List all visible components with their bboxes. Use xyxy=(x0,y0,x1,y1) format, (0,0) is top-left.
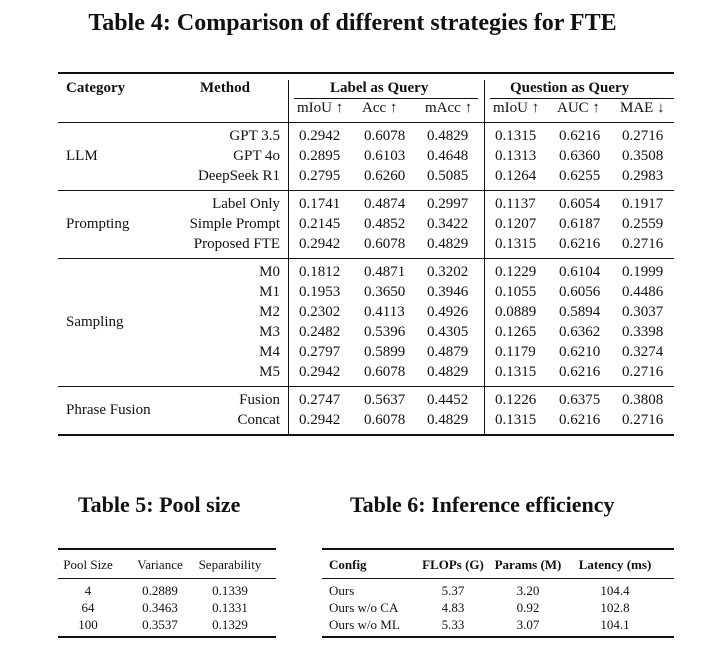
table4-value: 0.2942 xyxy=(299,236,341,252)
table4-value: 0.6103 xyxy=(364,148,406,164)
table4-value: 0.3274 xyxy=(622,344,664,360)
table5-bottom-rule xyxy=(58,636,276,638)
table4-value: 0.6054 xyxy=(559,196,601,212)
table4-header-col-1: Acc ↑ xyxy=(362,100,398,116)
table4-value: 0.4305 xyxy=(427,324,469,340)
table6-cell: 3.20 xyxy=(516,583,540,598)
table4-value: 0.4829 xyxy=(427,236,469,252)
table4-value: 0.5894 xyxy=(559,304,601,320)
table4-header-method: Method xyxy=(200,80,250,96)
table6-header-0: Config xyxy=(329,557,367,572)
table4-value: 0.3398 xyxy=(622,324,664,340)
table5-title: Table 5: Pool size xyxy=(78,492,241,517)
table4-value: 0.1315 xyxy=(495,128,537,144)
table4-method: Fusion xyxy=(239,392,280,408)
table4-value: 0.6216 xyxy=(559,128,601,144)
table4-value: 0.6360 xyxy=(559,148,601,164)
table6-cell: Ours w/o CA xyxy=(329,600,399,615)
table6-cell: 5.33 xyxy=(441,617,465,632)
table4-value: 0.5899 xyxy=(364,344,406,360)
table5-cell: 0.1329 xyxy=(212,617,248,632)
table4-group-separator xyxy=(58,190,674,191)
table5-cell: 4 xyxy=(84,583,92,598)
table4-value: 0.2795 xyxy=(299,168,341,184)
table4-method: Proposed FTE xyxy=(193,236,280,252)
table4-value: 0.1315 xyxy=(495,364,537,380)
table6-cell: 0.92 xyxy=(516,600,540,615)
table4-header-col-2: mAcc ↑ xyxy=(425,100,473,116)
table4-category-1: Prompting xyxy=(66,216,130,232)
table4-value: 0.6104 xyxy=(559,264,601,280)
table6-bottom-rule xyxy=(322,636,674,638)
table4-value: 0.6216 xyxy=(559,412,601,428)
table4-method: GPT 4o xyxy=(233,148,280,164)
table4-header-col-4: AUC ↑ xyxy=(557,100,600,116)
table6-cell: Ours xyxy=(329,583,355,598)
table4-value: 0.1229 xyxy=(495,264,537,280)
table6-cell: 3.07 xyxy=(516,617,540,632)
table4-value: 0.4648 xyxy=(427,148,469,164)
table5-top-rule xyxy=(58,548,276,550)
table4-value: 0.1953 xyxy=(299,284,341,300)
table4 xyxy=(58,72,674,436)
table4-value: 0.3202 xyxy=(427,264,469,280)
table4-vline-1 xyxy=(288,80,289,434)
table4-value: 0.2983 xyxy=(622,168,664,184)
table4-method: M4 xyxy=(259,344,280,360)
table4-value: 0.6255 xyxy=(559,168,601,184)
table6-title: Table 6: Inference efficiency xyxy=(350,492,615,517)
table4-value: 0.5085 xyxy=(427,168,469,184)
table4-value: 0.6078 xyxy=(364,412,406,428)
table4-value: 0.2942 xyxy=(299,128,341,144)
table5-header-1: Variance xyxy=(137,557,183,572)
table5-cell: 0.1339 xyxy=(212,583,248,598)
table4-method: GPT 3.5 xyxy=(229,128,280,144)
table4-method: Concat xyxy=(237,412,280,428)
table4-method: DeepSeek R1 xyxy=(197,168,280,184)
table5-cell: 0.2889 xyxy=(142,583,178,598)
table4-method: M0 xyxy=(259,264,280,280)
table5 xyxy=(58,548,276,638)
table4-value: 0.6078 xyxy=(364,128,406,144)
table5-cell: 0.1331 xyxy=(212,600,248,615)
table4-value: 0.1315 xyxy=(495,236,537,252)
table5-header-0: Pool Size xyxy=(63,557,113,572)
table5-header-rule xyxy=(58,578,276,579)
table4-value: 0.4829 xyxy=(427,412,469,428)
table6-cell: Ours w/o ML xyxy=(329,617,400,632)
table4-method: Label Only xyxy=(212,196,280,212)
table4-value: 0.4452 xyxy=(427,392,469,408)
table4-header-group2: Question as Query xyxy=(510,80,630,96)
table6-cell: 102.8 xyxy=(600,600,630,615)
table4-value: 0.2716 xyxy=(622,128,664,144)
table4-value: 0.1265 xyxy=(495,324,537,340)
table4-value: 0.6056 xyxy=(559,284,601,300)
table5-cell: 64 xyxy=(81,600,95,615)
table6-header-2: Params (M) xyxy=(494,557,562,572)
table4-value: 0.4829 xyxy=(427,128,469,144)
table4-title: Table 4: Comparison of different strategies for FTE xyxy=(88,10,617,36)
table4-value: 0.1207 xyxy=(495,216,537,232)
table4-value: 0.4871 xyxy=(364,264,406,280)
table4-value: 0.2716 xyxy=(622,236,664,252)
table4-value: 0.6078 xyxy=(364,364,406,380)
table4-value: 0.2942 xyxy=(299,412,341,428)
table4-value: 0.4852 xyxy=(364,216,406,232)
table4-value: 0.6216 xyxy=(559,236,601,252)
table4-value: 0.6210 xyxy=(559,344,601,360)
table4-value: 0.2997 xyxy=(427,196,469,212)
table4-value: 0.3037 xyxy=(622,304,664,320)
table6-top-rule xyxy=(322,548,674,550)
table4-value: 0.1179 xyxy=(495,344,536,360)
table4-value: 0.2716 xyxy=(622,364,664,380)
table4-method: M1 xyxy=(259,284,280,300)
table4-value: 0.2747 xyxy=(299,392,341,408)
table4-value: 0.3650 xyxy=(364,284,406,300)
table4-value: 0.4879 xyxy=(427,344,469,360)
table4-value: 0.1315 xyxy=(495,412,537,428)
table6-header-3: Latency (ms) xyxy=(578,557,652,572)
table4-value: 0.1055 xyxy=(495,284,537,300)
table4-value: 0.2302 xyxy=(299,304,341,320)
table4-value: 0.1917 xyxy=(622,196,664,212)
table4-method: M3 xyxy=(259,324,280,340)
table5-cell: 0.3463 xyxy=(142,600,178,615)
table4-method: Simple Prompt xyxy=(189,216,280,232)
table4-value: 0.6078 xyxy=(364,236,406,252)
table4-value: 0.1313 xyxy=(495,148,537,164)
table4-vline-2 xyxy=(484,80,485,434)
table6-cell: 5.37 xyxy=(441,583,465,598)
table4-value: 0.2559 xyxy=(622,216,664,232)
table4-value: 0.4486 xyxy=(622,284,664,300)
table4-value: 0.6260 xyxy=(364,168,406,184)
table4-value: 0.1812 xyxy=(299,264,341,280)
table4-header-col-0: mIoU ↑ xyxy=(297,100,344,116)
table6-cell: 104.1 xyxy=(600,617,630,632)
table4-value: 0.2145 xyxy=(299,216,341,232)
table6-cell: 4.83 xyxy=(441,600,465,615)
table6-header-1: FLOPs (G) xyxy=(422,557,484,572)
table4-value: 0.0889 xyxy=(495,304,537,320)
table4-header-col-5: MAE ↓ xyxy=(620,100,665,116)
table4-value: 0.5396 xyxy=(364,324,406,340)
table4-value: 0.6375 xyxy=(559,392,601,408)
table4-value: 0.4829 xyxy=(427,364,469,380)
table4-group-separator xyxy=(58,386,674,387)
table4-bottom-rule xyxy=(58,434,674,436)
table4-top-rule xyxy=(58,72,674,74)
table4-value: 0.4874 xyxy=(364,196,406,212)
table5-header-2: Separability xyxy=(198,557,262,572)
table4-value: 0.3422 xyxy=(427,216,469,232)
table4-value: 0.4113 xyxy=(364,304,405,320)
table5-cell: 100 xyxy=(78,617,98,632)
table4-value: 0.3508 xyxy=(622,148,664,164)
table4-group-separator xyxy=(58,258,674,259)
table4-value: 0.1741 xyxy=(299,196,341,212)
table4-value: 0.3946 xyxy=(427,284,469,300)
table4-value: 0.2895 xyxy=(299,148,341,164)
table4-value: 0.2942 xyxy=(299,364,341,380)
table4-value: 0.6216 xyxy=(559,364,601,380)
table4-value: 0.1137 xyxy=(495,196,536,212)
table6-cell: 104.4 xyxy=(600,583,630,598)
table4-value: 0.1226 xyxy=(495,392,537,408)
table4-value: 0.3808 xyxy=(622,392,664,408)
table4-value: 0.2797 xyxy=(299,344,341,360)
table4-category-3: Phrase Fusion xyxy=(66,402,151,418)
table4-value: 0.6187 xyxy=(559,216,601,232)
table6-header-rule xyxy=(322,578,674,579)
table4-value: 0.2716 xyxy=(622,412,664,428)
table5-cell: 0.3537 xyxy=(142,617,178,632)
table4-method: M5 xyxy=(259,364,280,380)
table4-value: 0.4926 xyxy=(427,304,469,320)
table4-value: 0.2482 xyxy=(299,324,341,340)
table4-header-col-3: mIoU ↑ xyxy=(493,100,540,116)
table6 xyxy=(322,548,674,638)
table4-value: 0.5637 xyxy=(364,392,406,408)
table4-header-rule xyxy=(58,122,674,123)
table4-value: 0.1264 xyxy=(495,168,537,184)
table4-category-2: Sampling xyxy=(66,314,124,330)
table4-header-group1: Label as Query xyxy=(330,80,429,96)
table4-header-category: Category xyxy=(66,80,126,96)
table4-method: M2 xyxy=(259,304,280,320)
table4-value: 0.1999 xyxy=(622,264,664,280)
table4-category-0: LLM xyxy=(66,148,98,164)
table4-value: 0.6362 xyxy=(559,324,601,340)
